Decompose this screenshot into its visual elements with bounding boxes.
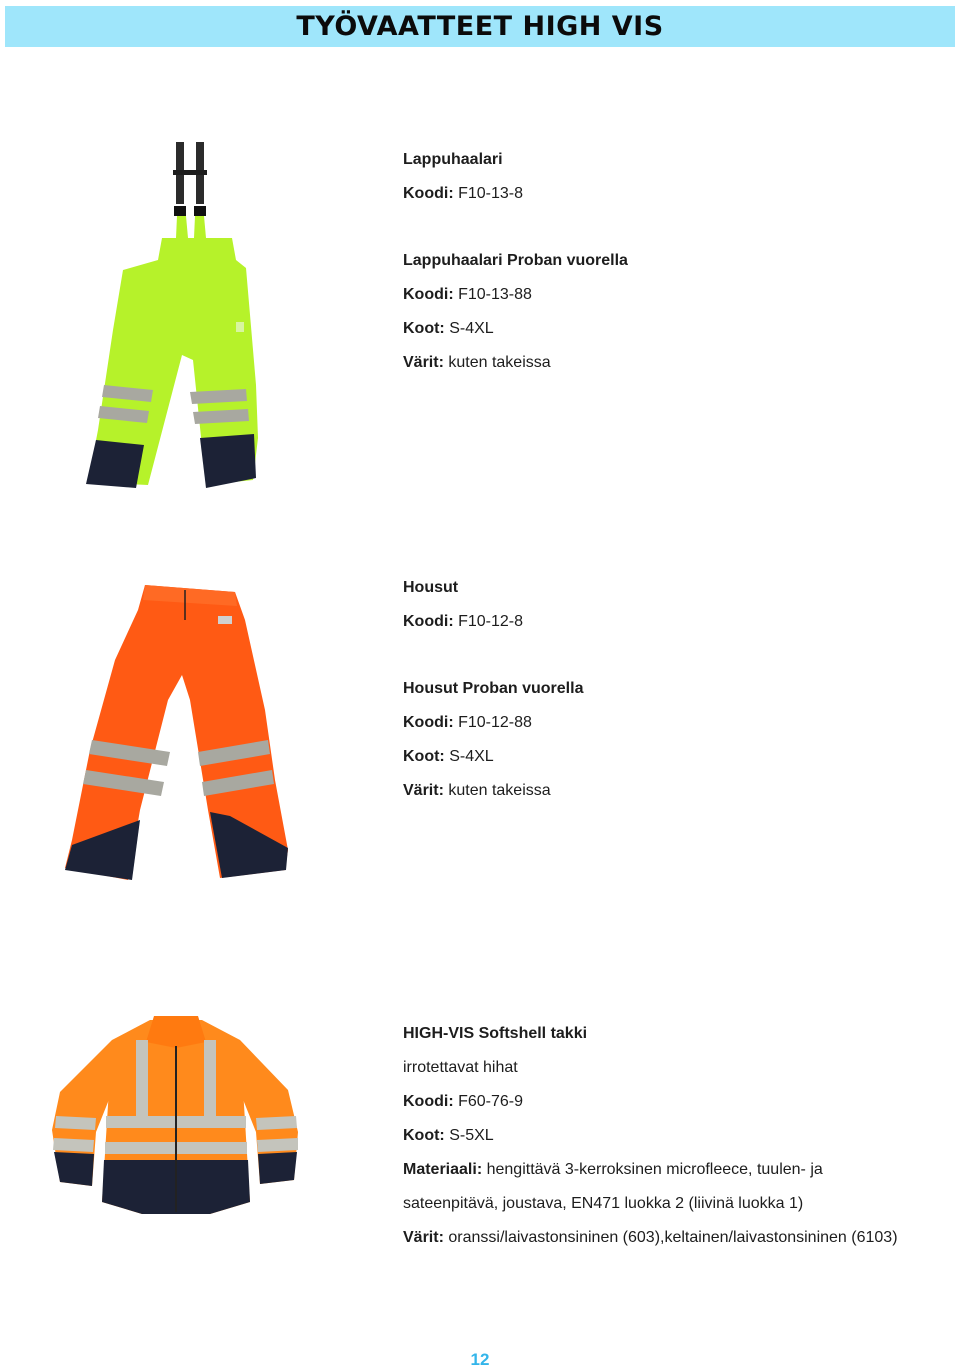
- hi-vis-orange-trousers-image: [60, 580, 295, 885]
- product-sizes: Koot: S-5XL: [403, 1127, 494, 1144]
- product-code: Koodi: F60-76-9: [403, 1093, 524, 1110]
- product-feature: irrotettavat hihat: [403, 1059, 518, 1076]
- product-name: HIGH-VIS Softshell takki: [403, 1025, 588, 1042]
- product-sizes: Koot: S-4XL: [403, 320, 494, 337]
- product-material: Materiaali: hengittävä 3-kerroksinen microfleece, tuulen- ja: [403, 1161, 823, 1178]
- product-variant-name: Lappuhaalari Proban vuorella: [403, 252, 628, 269]
- hi-vis-yellow-bib-overalls-image: [78, 140, 268, 495]
- product-variant-name: Housut Proban vuorella: [403, 680, 584, 697]
- product-colors: Värit: kuten takeissa: [403, 354, 551, 371]
- header-banner: [5, 6, 955, 47]
- product-colors: Värit: oranssi/laivastonsininen (603),keltainen/laivastonsininen (6103): [403, 1229, 898, 1246]
- product-material-cont: sateenpitävä, joustava, EN471 luokka 2 (liivinä luokka 1): [403, 1195, 804, 1212]
- hi-vis-softshell-jacket-image: [50, 1012, 302, 1222]
- product-variant-code: Koodi: F10-12-88: [403, 714, 532, 731]
- product-variant-code: Koodi: F10-13-88: [403, 286, 532, 303]
- page-title: TYÖVAATTEET HIGH VIS: [296, 11, 664, 42]
- product-sizes: Koot: S-4XL: [403, 748, 494, 765]
- product-code: Koodi: F10-13-8: [403, 185, 524, 202]
- product-name: Lappuhaalari: [403, 151, 503, 168]
- page-number: 12: [470, 1350, 490, 1369]
- product-name: Housut: [403, 579, 459, 596]
- product-colors: Värit: kuten takeissa: [403, 782, 551, 799]
- product-code: Koodi: F10-12-8: [403, 613, 524, 630]
